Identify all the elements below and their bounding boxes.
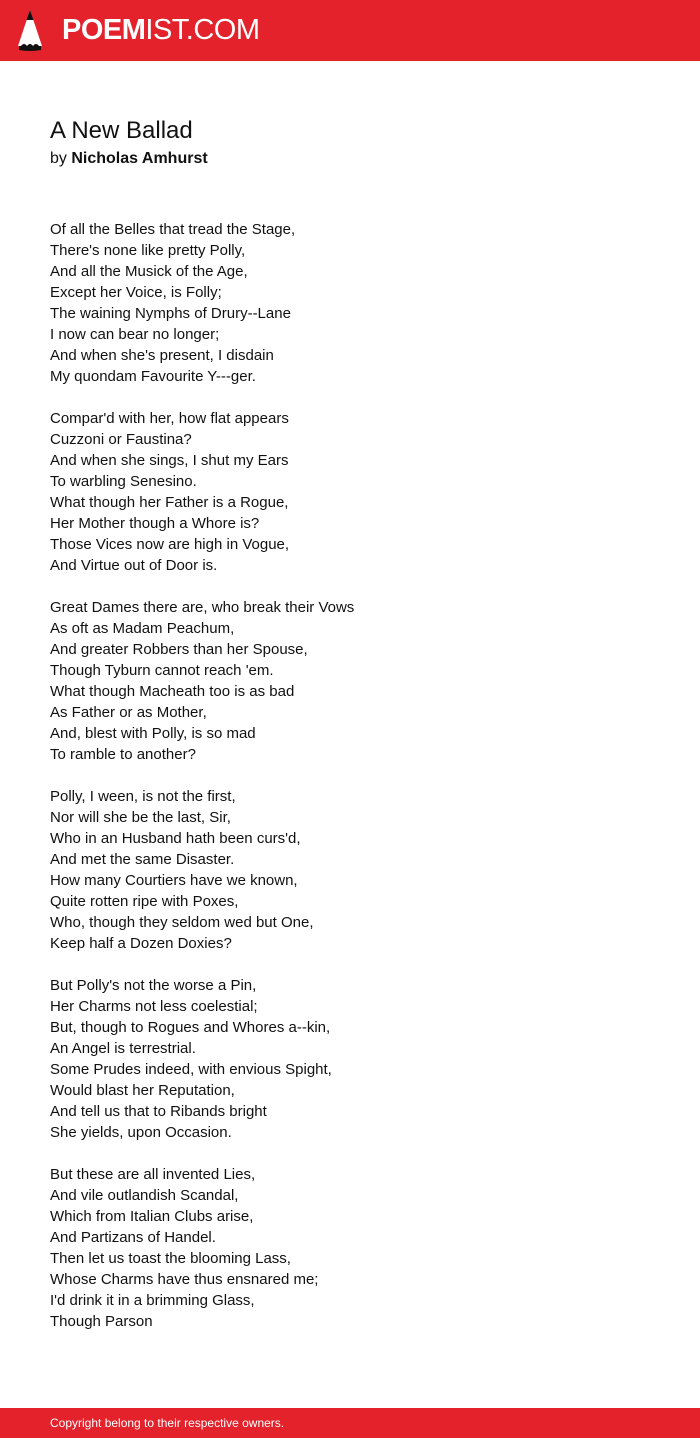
poem-line: Though Tyburn cannot reach 'em.: [50, 662, 274, 679]
pencil-tip-icon[interactable]: [16, 8, 44, 52]
brand-bold: POEM: [62, 14, 146, 46]
poem-line: Her Charms not less coelestial;: [50, 998, 258, 1015]
poem-line: But these are all invented Lies,: [50, 1166, 256, 1183]
poem-line: I now can bear no longer;: [50, 326, 220, 343]
poem-line: My quondam Favourite Y---ger.: [50, 368, 256, 385]
poem-line: There's none like pretty Polly,: [50, 242, 246, 259]
poem-line: Then let us toast the blooming Lass,: [50, 1250, 291, 1267]
poem-line: And when she's present, I disdain: [50, 347, 274, 364]
poem-line: She yields, upon Occasion.: [50, 1124, 232, 1141]
poem-line: Her Mother though a Whore is?: [50, 515, 260, 532]
poem-line: As oft as Madam Peachum,: [50, 620, 235, 637]
poem-line: To warbling Senesino.: [50, 473, 197, 490]
poem-line: And Virtue out of Door is.: [50, 557, 218, 574]
poem-line: But, though to Rogues and Whores a--kin,: [50, 1019, 331, 1036]
poem-line: Would blast her Reputation,: [50, 1082, 235, 1099]
poem-line: Quite rotten ripe with Poxes,: [50, 893, 239, 910]
poem-line: And Partizans of Handel.: [50, 1229, 216, 1246]
copyright-text: Copyright belong to their respective owners.: [50, 1416, 285, 1430]
poem-line: And vile outlandish Scandal,: [50, 1187, 239, 1204]
poem-line: As Father or as Mother,: [50, 704, 207, 721]
poem-line: What though her Father is a Rogue,: [50, 494, 289, 511]
poem-line: And greater Robbers than her Spouse,: [50, 641, 308, 658]
poem-line: The waining Nymphs of Drury--Lane: [50, 305, 291, 322]
poem-byline: [50, 148, 208, 170]
poem-line: I'd drink it in a brimming Glass,: [50, 1292, 255, 1309]
poem-line: Those Vices now are high in Vogue,: [50, 536, 290, 553]
poem-line: And met the same Disaster.: [50, 851, 235, 868]
poem-line: What though Macheath too is as bad: [50, 683, 295, 700]
poem-line: Who in an Husband hath been curs'd,: [50, 830, 301, 847]
poem-line: To ramble to another?: [50, 746, 196, 763]
poem-line: How many Courtiers have we known,: [50, 872, 298, 889]
site-header: [0, 0, 700, 61]
poem-author: Nicholas Amhurst: [71, 150, 208, 167]
poem-stanza: [50, 786, 650, 954]
poem-line: And, blest with Polly, is so mad: [50, 725, 256, 742]
poem-line: Polly, I ween, is not the first,: [50, 788, 236, 805]
poem-stanza: [50, 597, 650, 765]
site-brand[interactable]: [62, 12, 260, 48]
poem-line: And all the Musick of the Age,: [50, 263, 248, 280]
poem-line: Which from Italian Clubs arise,: [50, 1208, 254, 1225]
poem-line: But Polly's not the worse a Pin,: [50, 977, 257, 994]
site-footer: [0, 1408, 700, 1438]
poem-line: Of all the Belles that tread the Stage,: [50, 221, 296, 238]
poem-line: Nor will she be the last, Sir,: [50, 809, 231, 826]
poem-title: A New Ballad: [50, 117, 193, 144]
poem-line: And tell us that to Ribands bright: [50, 1103, 267, 1120]
poem-stanza: [50, 975, 650, 1143]
poem-stanza: [50, 1164, 650, 1332]
poem-line: Cuzzoni or Faustina?: [50, 431, 192, 448]
poem-line: Great Dames there are, who break their Vows: [50, 599, 355, 616]
poem-line: Though Parson: [50, 1313, 153, 1330]
poem-stanza: [50, 408, 650, 576]
poem-line: Whose Charms have thus ensnared me;: [50, 1271, 319, 1288]
by-label: by: [50, 150, 67, 167]
poem-line: Who, though they seldom wed but One,: [50, 914, 314, 931]
poem-line: An Angel is terrestrial.: [50, 1040, 196, 1057]
poem-line: And when she sings, I shut my Ears: [50, 452, 289, 469]
poem-line: Some Prudes indeed, with envious Spight,: [50, 1061, 332, 1078]
poem-line: Keep half a Dozen Doxies?: [50, 935, 232, 952]
poem-stanza: [50, 219, 650, 387]
brand-light: IST.COM: [145, 14, 260, 46]
poem-line: Compar'd with her, how flat appears: [50, 410, 289, 427]
poem-line: Except her Voice, is Folly;: [50, 284, 222, 301]
poem-body: [50, 219, 650, 1353]
